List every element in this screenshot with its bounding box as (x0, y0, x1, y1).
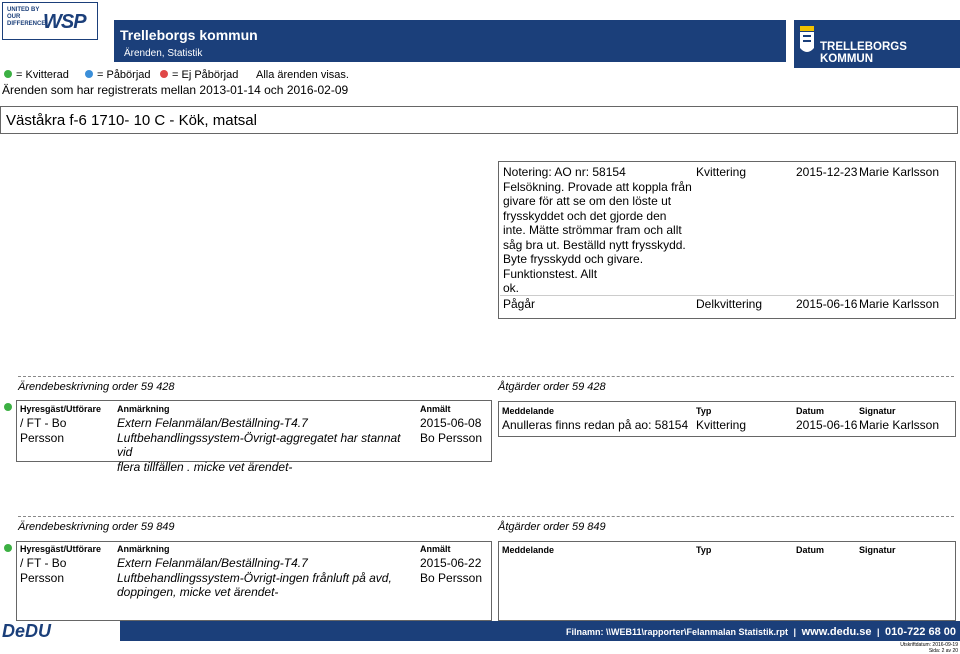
event-note-line: Byte frysskydd och givare. (503, 252, 644, 266)
col-type: Typ (696, 545, 712, 555)
page-subtitle: Ärenden, Statistik (124, 48, 203, 59)
page-number: Sida: 2 av 20 (928, 648, 958, 654)
status-ej-paborjad-icon (160, 70, 168, 78)
order-title: Ärendebeskrivning order 59 428 (18, 381, 175, 393)
col-reported: Anmält (420, 544, 451, 554)
order-status-icon (4, 403, 12, 411)
event-note (503, 165, 693, 296)
wsp-logo (2, 2, 98, 40)
col-reported: Anmält (420, 404, 451, 414)
action-type: Kvittering (696, 418, 747, 432)
order-title: Ärendebeskrivning order 59 849 (18, 521, 175, 533)
event-note-line: Funktionstest. Allt (503, 266, 598, 281)
event-note-line: inte. Mätte strömmar fram och allt (503, 223, 682, 237)
order-reported-date: 2015-06-22 (420, 556, 482, 570)
event-note-line: Notering: AO nr: 58154 (503, 165, 626, 179)
page-title: Trelleborgs kommun (120, 27, 258, 43)
col-tenant: Hyresgäst/Utförare (20, 404, 102, 414)
order-reported-date: 2015-06-08 (420, 416, 482, 430)
order-remark-line: Extern Felanmälan/Beställning-T4.7 (117, 416, 308, 430)
action-date: 2015-06-16 (796, 418, 858, 432)
wsp-logo-slogan: UNITED BY OUR DIFFERENCE (7, 7, 46, 27)
print-date: Utskriftdatum: 2016-09-19 (900, 642, 958, 648)
col-signature: Signatur (859, 406, 896, 416)
order-divider (18, 376, 954, 377)
order-tenant-line: Persson (20, 570, 65, 585)
event-row1-type: Kvittering (696, 165, 747, 179)
order-remark-line: Extern Felanmälan/Beställning-T4.7 (117, 556, 308, 570)
action-signature: Marie Karlsson (859, 418, 940, 432)
order-remark-line: flera tillfällen . micke vet ärendet- (117, 459, 293, 474)
event-row2-date: 2015-06-16 (796, 297, 858, 311)
col-remark: Anmärkning (117, 404, 170, 414)
legend-all-shown: Alla ärenden visas. (256, 69, 349, 81)
col-remark: Anmärkning (117, 544, 170, 554)
order-reported (420, 556, 482, 585)
order-remark (117, 416, 415, 474)
event-note-line: givare för att se om den löste ut (503, 194, 672, 208)
legend-ej-paborjad: = Ej Påbörjad (172, 69, 239, 81)
object-title-box (0, 106, 958, 134)
footer-file: Filnamn: \\WEB11\rapporter\Felanmalan Statistik.rpt (565, 627, 789, 637)
crest-icon (800, 26, 814, 60)
col-message: Meddelande (502, 406, 555, 416)
order-status-icon (4, 544, 12, 552)
actions-title: Åtgärder order 59 428 (498, 381, 606, 393)
dedu-logo-text: DeDU (2, 621, 52, 641)
event-note-line: frysskyddet och det gjorde den (503, 208, 667, 223)
action-message: Anulleras finns redan på ao: 58154 (502, 418, 689, 432)
order-remark-line: doppingen, micke vet ärendet- (117, 585, 279, 599)
col-date: Datum (796, 545, 825, 555)
order-remark-line: Luftbehandlingssystem-Övrigt-ingen frånluft på avd, (117, 570, 392, 585)
event-row2-who: Marie Karlsson (859, 297, 940, 311)
col-date: Datum (796, 406, 825, 416)
order-tenant-line: / FT - Bo (20, 416, 67, 430)
trelleborg-logo (794, 20, 960, 68)
order-reported-by: Bo Persson (420, 570, 483, 585)
legend-kvitterad: = Kvitterad (16, 69, 69, 81)
trelleborg-logo-text: TRELLEBORGS KOMMUN (820, 41, 907, 65)
event-row2-status: Pågår (503, 297, 536, 311)
order-remark (117, 556, 415, 600)
event-row1-date: 2015-12-23 (796, 165, 858, 179)
order-tenant (20, 416, 112, 445)
event-note-line: ok. (503, 281, 520, 295)
event-note-line: Felsökning. Provade att koppla från (503, 179, 692, 194)
order-tenant-line: Persson (20, 430, 65, 445)
event-divider (500, 295, 954, 296)
actions-title: Åtgärder order 59 849 (498, 521, 606, 533)
col-type: Typ (696, 406, 712, 416)
legend-paborjad: = Påbörjad (97, 69, 151, 81)
order-divider (18, 516, 954, 517)
footer-website[interactable]: www.dedu.se (801, 626, 872, 638)
dedu-logo (0, 621, 120, 641)
col-message: Meddelande (502, 545, 555, 555)
order-remark-line: Luftbehandlingssystem-Övrigt-aggregatet har stannat vid (117, 430, 401, 459)
object-title: Väståkra f-6 1710- 10 C - Kök, matsal (6, 112, 257, 129)
wsp-logo-text: WSP (43, 11, 86, 33)
order-reported-by: Bo Persson (420, 430, 483, 445)
col-tenant: Hyresgäst/Utförare (20, 544, 102, 554)
order-reported (420, 416, 482, 445)
event-row1-who: Marie Karlsson (859, 165, 940, 179)
status-kvitterad-icon (4, 70, 12, 78)
period-text: Ärenden som har registrerats mellan 2013-01-14 och 2016-02-09 (2, 83, 349, 97)
col-signature: Signatur (859, 545, 896, 555)
status-paborjad-icon (85, 70, 93, 78)
footer-phone: 010-722 68 00 (885, 626, 956, 638)
footer-info: Filnamn: \\WEB11\rapporter\Felanmalan Statistik.rpt | www.dedu.se | 010-722 68 00 (565, 626, 956, 638)
order-tenant-line: / FT - Bo (20, 556, 67, 570)
order-tenant (20, 556, 112, 585)
event-row2-type: Delkvittering (696, 297, 763, 311)
event-note-line: såg bra ut. Beställd nytt frysskydd. (503, 237, 686, 252)
